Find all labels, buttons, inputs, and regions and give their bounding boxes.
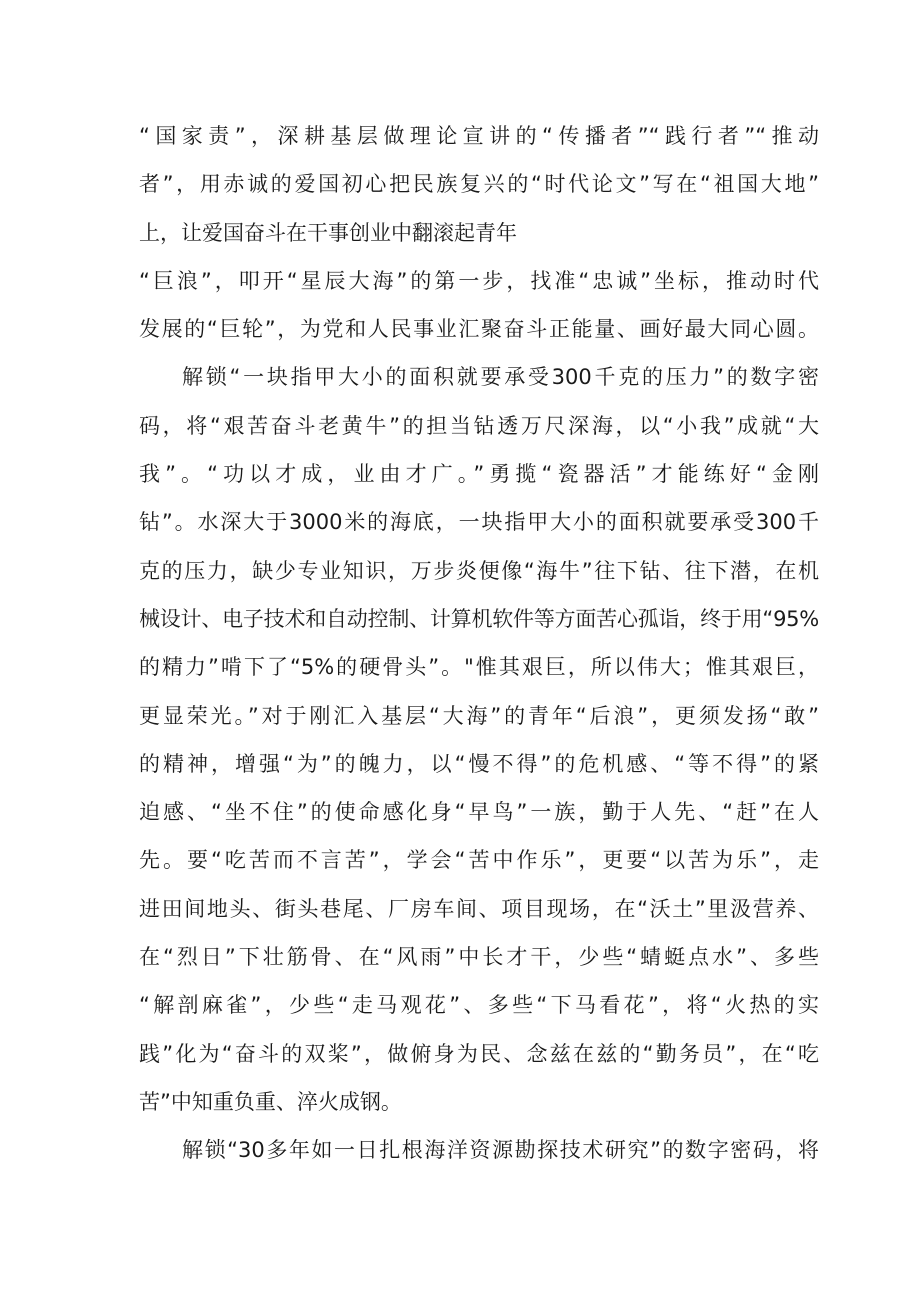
- text-line: 先。要“吃苦而不言苦”，学会“苦中作乐”，更要“以苦为乐”，走: [139, 848, 819, 873]
- text-line: 码，将“艰苦奋斗老黄牛”的担当钻透万尺深海，以“小我”成就“大: [139, 413, 819, 438]
- paragraph-first-line: 解锁“30多年如一日扎根海洋资源勘探技术研究”的数字密码，将: [182, 1138, 819, 1163]
- text-line: 者”，用赤诚的爱国初心把民族复兴的“时代论文”写在“祖国大地”: [139, 172, 819, 197]
- text-line: 迫感、“坐不住”的使命感化身“早鸟”一族，勤于人先、“赶”在人: [139, 800, 819, 825]
- text-line: 上，让爱国奋斗在干事创业中翻滚起青年: [139, 220, 517, 245]
- document-body: [139, 112, 819, 1175]
- text-line: 践”化为“奋斗的双桨”，做俯身为民、念兹在兹的“勤务员”，在“吃: [139, 1041, 819, 1066]
- text-line: 钻”。水深大于3000米的海底，一块指甲大小的面积就要承受300千: [139, 510, 819, 535]
- text-line: 克的压力，缺少专业知识，万步炎便像“海牛”往下钻、往下潜，在机: [139, 558, 819, 583]
- text-line: 苦”中知重负重、淬火成钢。: [139, 1089, 402, 1114]
- text-line: 发展的“巨轮”，为党和人民事业汇聚奋斗正能量、画好最大同心圆。: [139, 317, 819, 342]
- text-line: 更显荣光。”对于刚汇入基层“大海”的青年“后浪”，更须发扬“敢”: [139, 703, 819, 728]
- text-line: “国家责”，深耕基层做理论宣讲的“传播者”“践行者”“推动: [139, 124, 819, 148]
- text-line: 的精力”啃下了“5%的硬骨头”。"惟其艰巨，所以伟大；惟其艰巨，: [139, 655, 819, 680]
- paragraph-first-line: 解锁“一块指甲大小的面积就要承受300千克的压力”的数字密: [182, 365, 819, 390]
- text-line: 在“烈日”下壮筋骨、在“风雨”中长才干，少些“蜻蜓点水”、多些: [139, 945, 819, 970]
- text-line: 械设计、电子技术和自动控制、计算机软件等方面苦心孤诣，终于用“95%: [139, 606, 819, 631]
- text-line: “解剖麻雀”，少些“走马观花”、多些“下马看花”，将“火热的实: [139, 993, 819, 1018]
- text-line: “巨浪”，叩开“星辰大海”的第一步，找准“忠诚”坐标，推动时代: [139, 268, 819, 293]
- text-line: 进田间地头、街头巷尾、厂房车间、项目现场，在“沃土”里汲营养、: [139, 896, 819, 921]
- text-line: 我”。“功以才成，业由才广。”勇揽“瓷器活”才能练好“金刚: [139, 462, 819, 487]
- text-line: 的精神，增强“为”的魄力，以“慢不得”的危机感、“等不得”的紧: [139, 751, 819, 776]
